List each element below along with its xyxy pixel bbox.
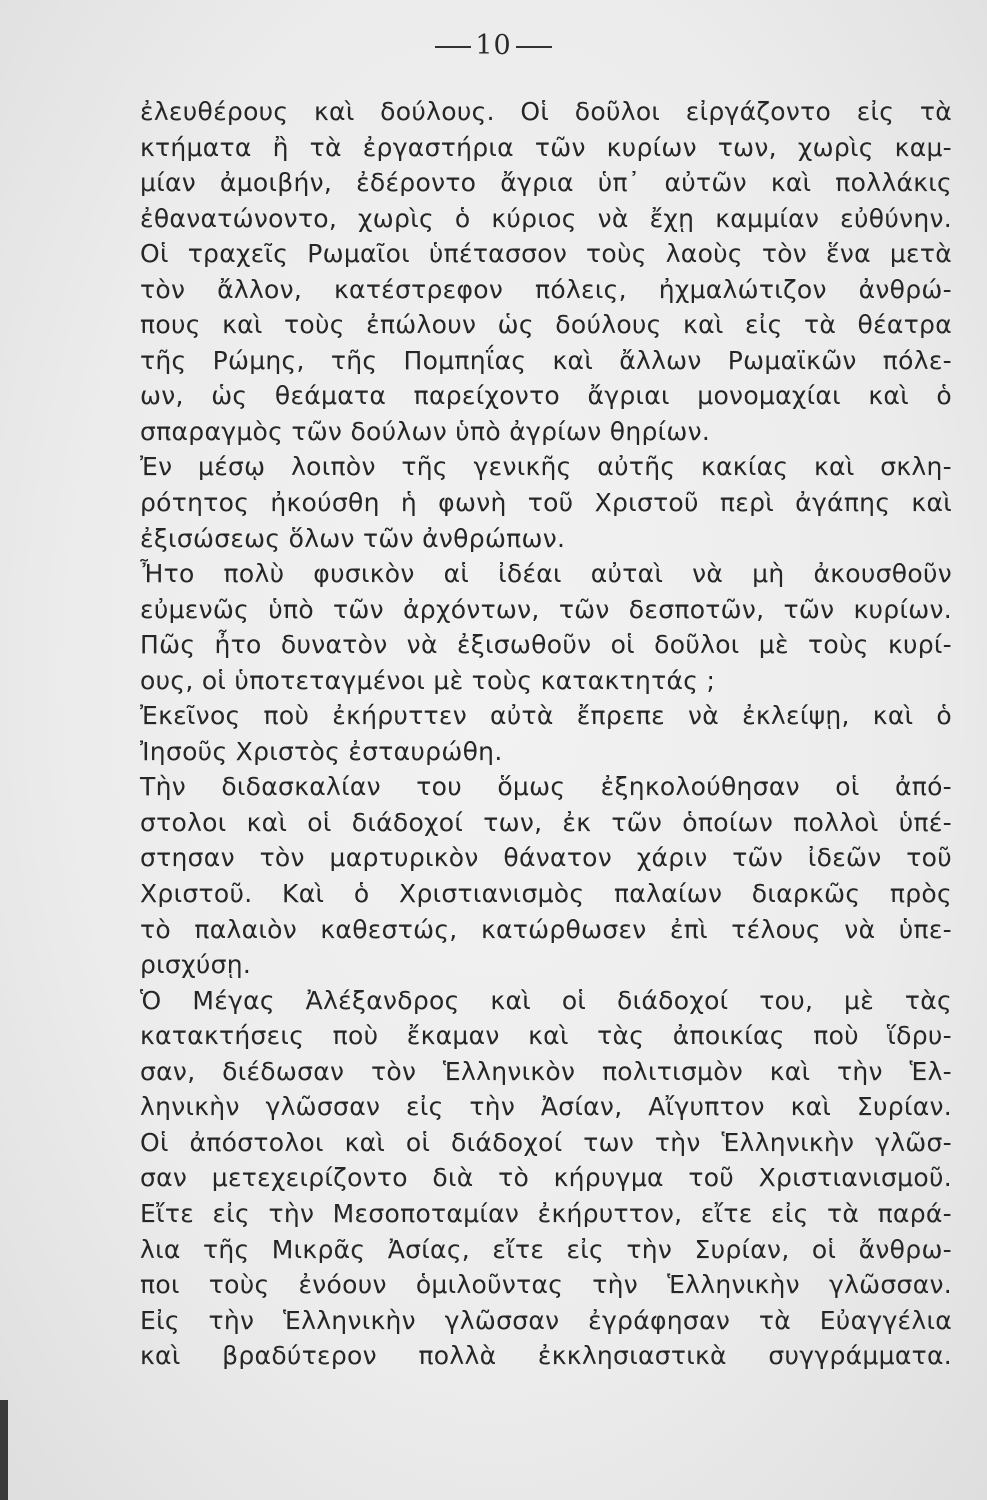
text-line: καὶ βραδύτερον πολλὰ ἐκκλησιαστικὰ συγγράμματα. [140,1341,952,1371]
text-line: ρισχύσῃ. [140,950,252,980]
text-line: πους καὶ τοὺς ἐπώλουν ὡς δούλους καὶ εἰς τὰ θέατρα [140,310,952,340]
text-line: σαν, διέδωσαν τὸν Ἑλληνικὸν πολιτισμὸν καὶ τὴν Ἑλ- [140,1056,952,1086]
text-line: ρότητος ἠκούσθη ἡ φωνὴ τοῦ Χριστοῦ περὶ ἀγάπης καὶ [140,488,952,518]
text-line: κτήματα ἢ τὰ ἐργαστήρια τῶν κυρίων των, χωρὶς καμ- [140,132,952,162]
text-line: κατακτήσεις ποὺ ἔκαμαν καὶ τὰς ἀποικίας ποὺ ἵδρυ- [140,1021,952,1051]
text-line: τὸ παλαιὸν καθεστώς, κατώρθωσεν ἐπὶ τέλους νὰ ὑπε- [140,914,952,944]
text-line: στησαν τὸν μαρτυρικὸν θάνατον χάριν τῶν ἰδεῶν τοῦ [140,843,952,873]
text-line: Πῶς ἦτο δυνατὸν νὰ ἐξισωθοῦν οἱ δοῦλοι μὲ τοὺς κυρί- [140,630,952,660]
body-text [140,94,952,1374]
text-line: τὸν ἄλλον, κατέστρεφον πόλεις, ἠχμαλώτιζον ἀνθρώ- [140,274,952,304]
left-dash [435,46,471,48]
text-line: τῆς Ρώμης, τῆς Πομπηΐας καὶ ἄλλων Ρωμαϊκῶν πόλε- [140,345,952,375]
text-line: Ἦτο πολὺ φυσικὸν αἱ ἰδέαι αὐταὶ νὰ μὴ ἀκουσθοῦν [140,559,952,589]
text-line: ἐξισώσεως ὅλων τῶν ἀνθρώπων. [140,523,566,553]
text-line: λια τῆς Μικρᾶς Ἀσίας, εἴτε εἰς τὴν Συρίαν, οἱ ἄνθρω- [140,1234,952,1264]
text-line: ἐθανατώνοντο, χωρὶς ὁ κύριος νὰ ἔχῃ καμμίαν εὐθύνην. [140,203,952,233]
text-line: ληνικὴν γλῶσσαν εἰς τὴν Ἀσίαν, Αἴγυπτον καὶ Συρίαν. [140,1092,952,1122]
text-line: Εἴτε εἰς τὴν Μεσοποταμίαν ἐκήρυττον, εἴτε εἰς τὰ παρά- [140,1198,952,1228]
text-line: ποι τοὺς ἐνόουν ὁμιλοῦντας τὴν Ἑλληνικὴν γλῶσσαν. [140,1270,952,1300]
text-line: ἐλευθέρους καὶ δούλους. Οἱ δοῦλοι εἰργάζοντο εἰς τὰ [140,97,952,126]
text-line: Οἱ τραχεῖς Ρωμαῖοι ὑπέτασσον τοὺς λαοὺς τὸν ἕνα μετὰ [140,239,952,269]
text-line: Τὴν διδασκαλίαν του ὅμως ἐξηκολούθησαν οἱ ἀπό- [140,772,952,802]
text-line: Ἐν μέσῳ λοιπὸν τῆς γενικῆς αὐτῆς κακίας καὶ σκλη- [140,452,952,482]
text-line: ων, ὡς θεάματα παρείχοντο ἄγριαι μονομαχίαι καὶ ὁ [140,381,952,411]
text-line: Εἰς τὴν Ἑλληνικὴν γλῶσσαν ἐγράφησαν τὰ Εὐαγγέλια [140,1305,952,1335]
text-line: μίαν ἀμοιβήν, ἐδέροντο ἄγρια ὑπ᾿ αὐτῶν καὶ πολλάκις [140,168,952,198]
binding-edge [0,1400,8,1500]
page-number: 10 [475,30,512,61]
text-line: εὐμενῶς ὑπὸ τῶν ἀρχόντων, τῶν δεσποτῶν, τῶν κυρίων. [140,594,952,624]
text-line: στολοι καὶ οἱ διάδοχοί των, ἐκ τῶν ὁποίων πολλοὶ ὑπέ- [140,807,952,837]
text-line: σπαραγμὸς τῶν δούλων ὑπὸ ἀγρίων θηρίων. [140,416,711,446]
text-line: ους, οἱ ὑποτεταγμένοι μὲ τοὺς κατακτητάς ; [140,665,716,695]
text-line: Οἱ ἀπόστολοι καὶ οἱ διάδοχοί των τὴν Ἑλληνικὴν γλῶσ- [140,1127,952,1157]
text-line: σαν μετεχειρίζοντο διὰ τὸ κήρυγμα τοῦ Χριστιανισμοῦ. [140,1163,952,1193]
text-line: Ὁ Μέγας Ἀλέξανδρος καὶ οἱ διάδοχοί του, μὲ τὰς [140,985,952,1015]
text-line: Ἐκεῖνος ποὺ ἐκήρυττεν αὐτὰ ἔπρεπε νὰ ἐκλείψῃ, καὶ ὁ [140,701,952,731]
text-line: Χριστοῦ. Καὶ ὁ Χριστιανισμὸς παλαίων διαρκῶς πρὸς [140,879,952,909]
page-number-header [0,30,987,61]
right-dash [516,46,552,48]
text-line: Ἰησοῦς Χριστὸς ἐσταυρώθη. [140,736,503,766]
